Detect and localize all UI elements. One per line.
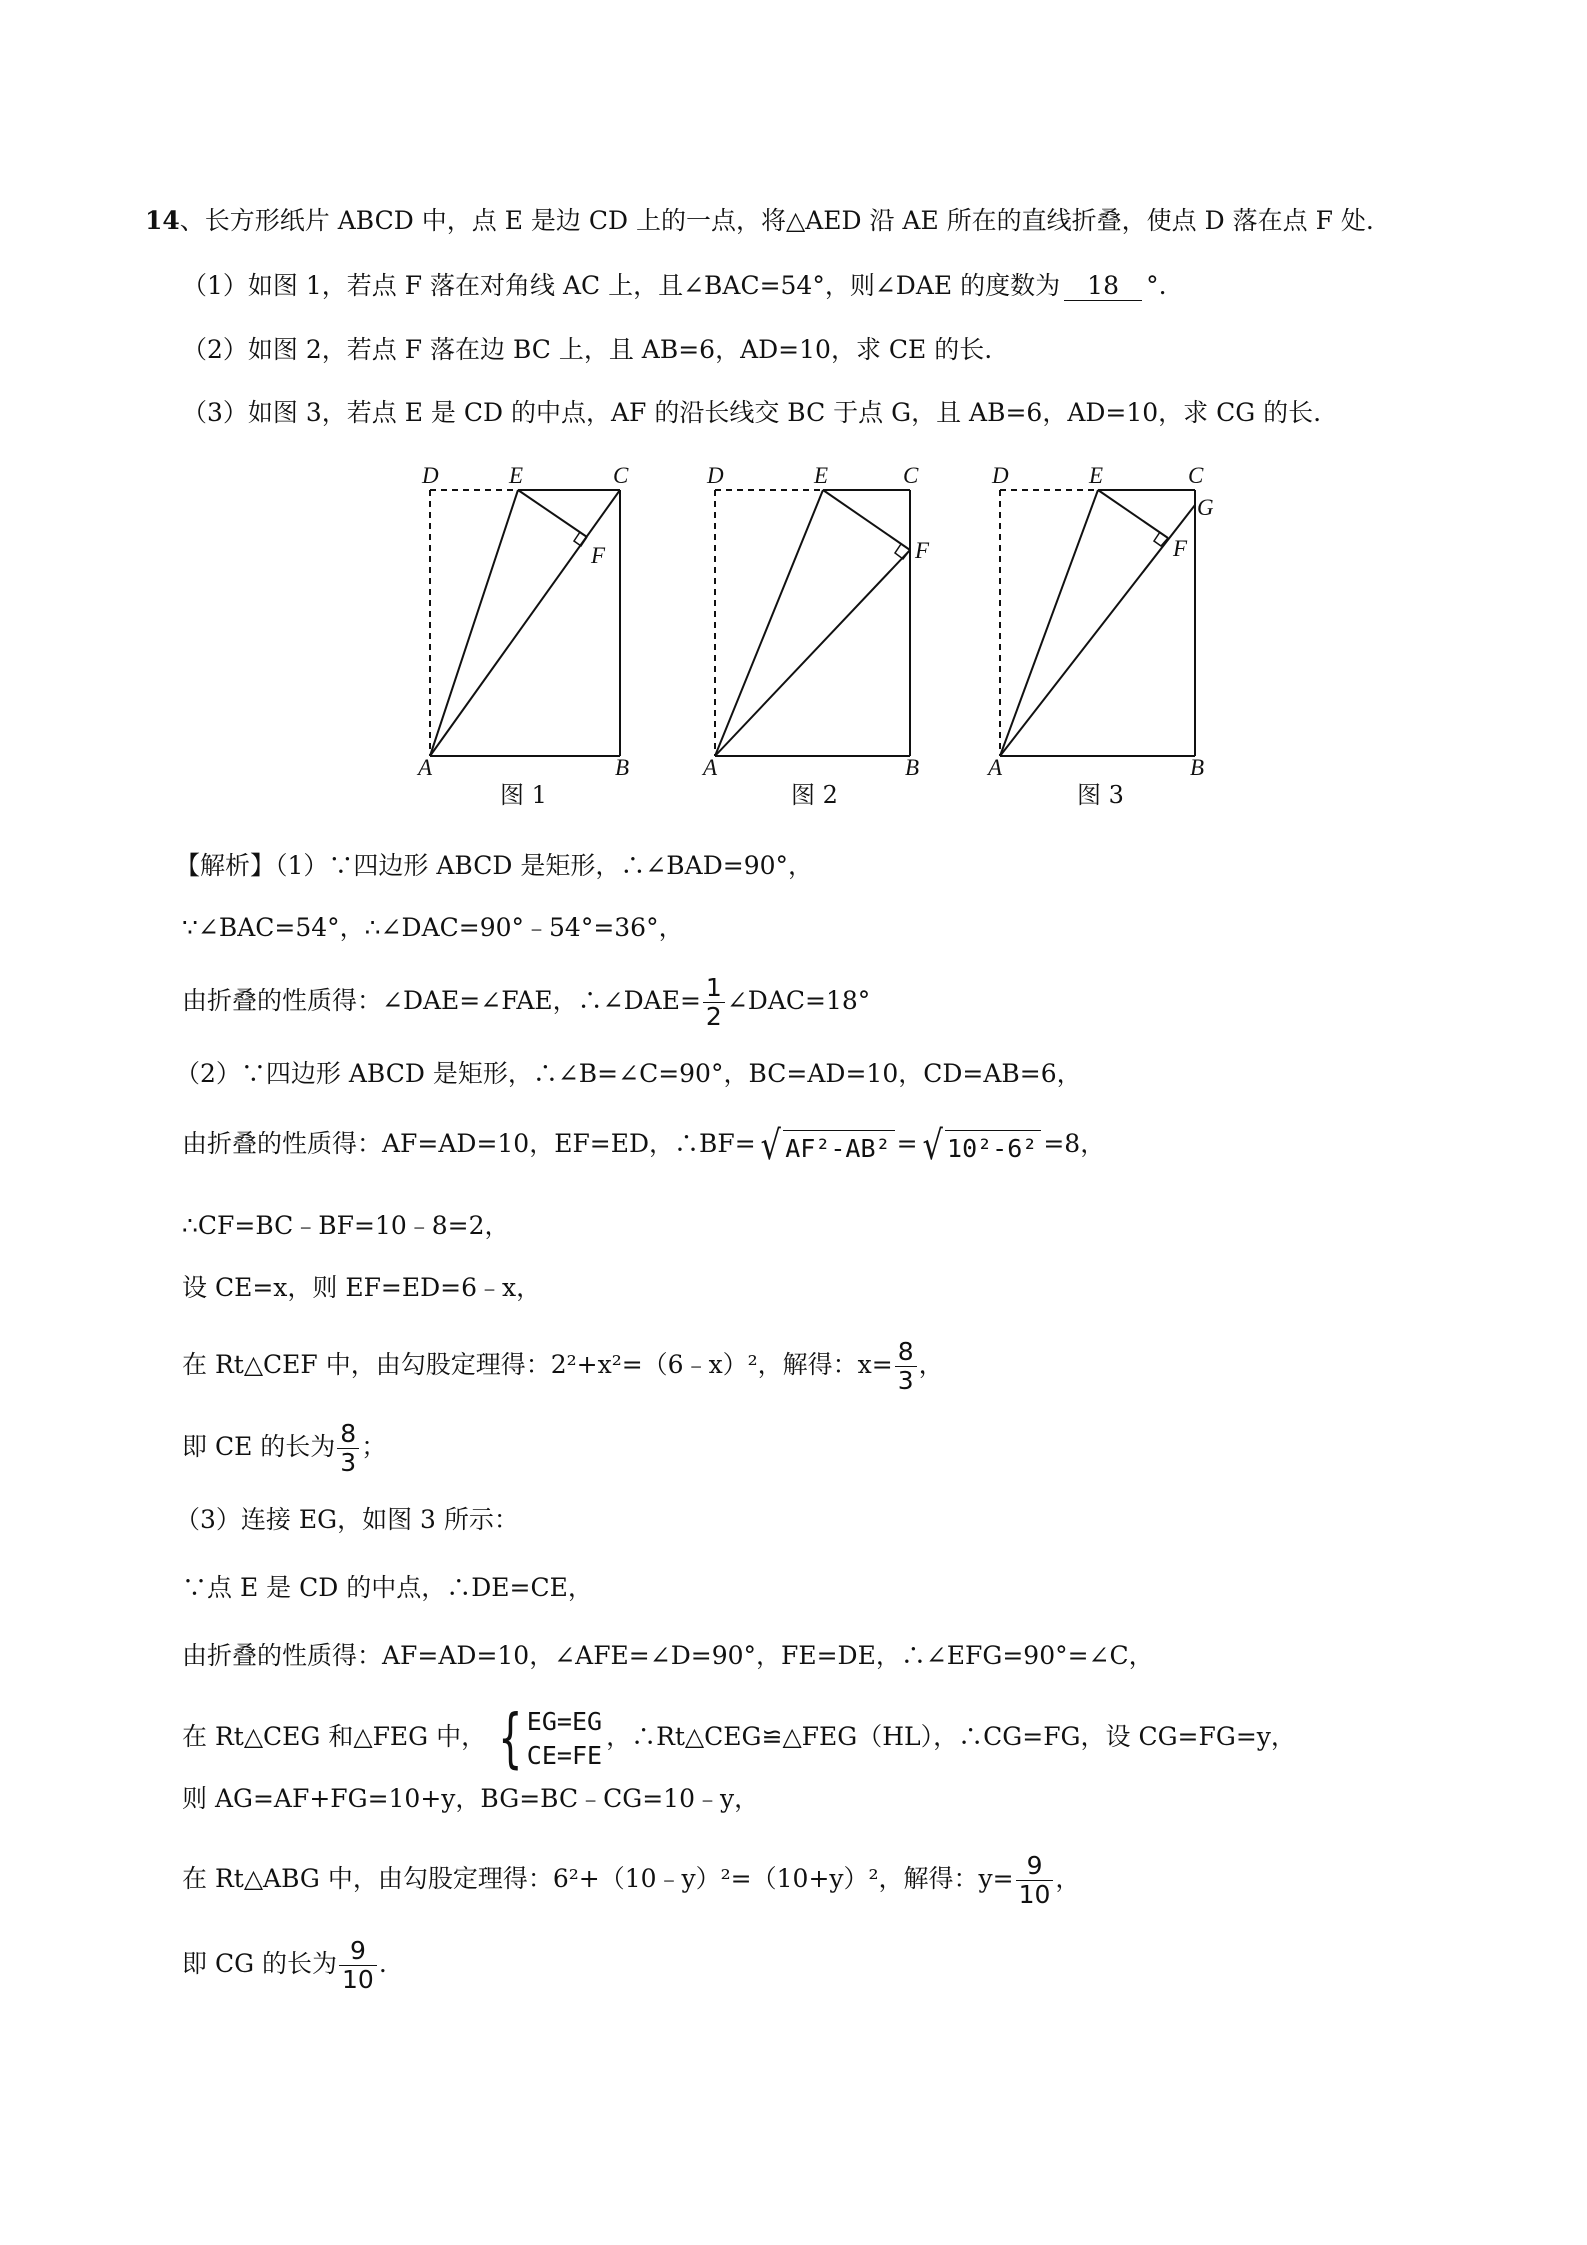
fig3-fold-ef: [1098, 490, 1168, 538]
solution-line-5: [182, 1122, 1106, 1169]
figure-2-caption: 图 2: [791, 781, 838, 809]
solution-line-1: [175, 846, 813, 886]
solution-text: 【解析】（1）∵四边形 ABCD 是矩形，∴∠BAD=90°，: [175, 851, 814, 880]
solution-text: ，: [918, 1350, 944, 1379]
solution-text: 在 Rt△ABG 中，由勾股定理得：6²+（10﹣y）²=（10+y）²，解得：y=: [182, 1864, 1014, 1893]
fig1-fold-ae: [430, 490, 518, 756]
figure-1: [430, 490, 620, 756]
fig3-label-g: G: [1197, 495, 1214, 520]
fraction-numerator: 8: [897, 1337, 914, 1366]
solution-line-9: [182, 1420, 386, 1477]
solution-text: 设 CE=x，则 EF=ED=6﹣x，: [182, 1273, 542, 1302]
fig1-label-b: B: [615, 755, 630, 780]
fraction-numerator: 1: [705, 973, 722, 1002]
solution-text: ，: [1055, 1864, 1081, 1893]
fig3-label-e: E: [1089, 463, 1104, 488]
fig1-diagonal-ac: [430, 490, 620, 756]
solution-line-14: [182, 1779, 759, 1819]
solution-line-7: [182, 1268, 541, 1308]
figure-3: [1000, 490, 1195, 756]
solution-text: 则 AG=AF+FG=10+y，BG=BC﹣CG=10﹣y，: [182, 1784, 760, 1813]
fig2-fold-ef: [823, 490, 910, 550]
fig3-line-ag: [1000, 505, 1195, 756]
fig2-label-d: D: [707, 463, 724, 488]
solution-text: 由折叠的性质得：AF=AD=10，EF=ED，∴BF=: [182, 1129, 756, 1158]
fig3-label-c: C: [1188, 463, 1204, 488]
figure-1-caption: 图 1: [500, 781, 547, 809]
fraction-eight-thirds: [337, 1420, 359, 1477]
solution-text: 即 CG 的长为: [182, 1949, 337, 1978]
solution-text: ∴CF=BC﹣BF=10﹣8=2，: [182, 1211, 510, 1240]
radical-sign: √: [760, 1122, 781, 1169]
fraction-nine-tenths: [1016, 1852, 1054, 1909]
fig1-label-c: C: [613, 463, 629, 488]
equation-system: [490, 1701, 603, 1776]
solution-text: 即 CE 的长为: [182, 1432, 336, 1461]
solution-line-16: [182, 1937, 387, 1994]
fraction-denominator: 2: [705, 1002, 722, 1031]
fig2-label-c: C: [903, 463, 919, 488]
fig1-label-f: F: [591, 543, 606, 568]
fraction-eight-thirds: [895, 1338, 917, 1395]
solution-line-8: [182, 1338, 944, 1395]
fig1-fold-ef: [518, 490, 587, 537]
solution-text: ，∴Rt△CEG≌△FEG（HL），∴CG=FG，设 CG=FG=y，: [606, 1722, 1296, 1751]
solution-line-4: [175, 1054, 1082, 1094]
figure-3-caption: 图 3: [1077, 781, 1124, 809]
fig2-label-e: E: [814, 463, 829, 488]
fig2-fold-af: [715, 550, 910, 756]
radicand: 10²-6²: [945, 1130, 1041, 1166]
figure-2: [715, 490, 910, 756]
problem-stem: 、长方形纸片 ABCD 中，点 E 是边 CD 上的一点，将△AED 沿 AE 所在的直线折叠，使点 D 落在点 F 处.: [179, 206, 1374, 235]
solution-text: 在 Rt△CEF 中，由勾股定理得：2²+x²=（6﹣x）²，解得：x=: [182, 1350, 893, 1379]
solution-text: （3）连接 EG，如图 3 所示：: [175, 1505, 519, 1534]
fig1-label-a: A: [418, 755, 433, 780]
solution-text: 在 Rt△CEG 和△FEG 中，: [182, 1722, 487, 1751]
fig1-label-e: E: [509, 463, 524, 488]
fig3-fold-ae: [1000, 490, 1098, 756]
solution-text: 由折叠的性质得：∠DAE=∠FAE，∴∠DAE=: [182, 986, 701, 1015]
fraction-numerator: 8: [340, 1419, 357, 1448]
fig3-label-f: F: [1173, 536, 1188, 561]
fraction-denominator: 10: [342, 1965, 374, 1994]
radicand: AF²-AB²: [783, 1130, 894, 1166]
question-1-text: （1）如图 1，若点 F 落在对角线 AC 上，且∠BAC=54°，则∠DAE 的度数为: [182, 271, 1061, 300]
solution-text: ∵∠BAC=54°，∴∠DAC=90°﹣54°=36°，: [182, 913, 684, 942]
solution-line-3: [182, 974, 870, 1031]
solution-text: =8，: [1043, 1129, 1106, 1158]
fraction-one-half: [703, 974, 725, 1031]
solution-line-15: [182, 1852, 1080, 1909]
problem-stem-line: [145, 201, 1374, 241]
question-3-text: （3）如图 3，若点 E 是 CD 的中点，AF 的沿长线交 BC 于点 G，且 AB=6，AD=10，求 CG 的长.: [182, 398, 1322, 427]
solution-text: =: [896, 1129, 918, 1158]
fig3-label-b: B: [1190, 755, 1205, 780]
answer-blank: 18: [1064, 272, 1142, 301]
fig1-label-d: D: [422, 463, 439, 488]
solution-text: ；: [361, 1432, 387, 1461]
problem-number: 14: [145, 206, 180, 235]
question-2-line: [182, 330, 992, 370]
system-lines: [527, 1705, 602, 1773]
fraction-numerator: 9: [349, 1936, 366, 1965]
question-3-line: [182, 393, 1321, 433]
fraction-numerator: 9: [1026, 1851, 1043, 1880]
fraction-denominator: 10: [1018, 1880, 1051, 1909]
solution-line-13: [182, 1700, 1296, 1774]
solution-text: ∵点 E 是 CD 的中点，∴DE=CE，: [182, 1573, 593, 1602]
left-brace: {: [498, 1701, 523, 1776]
fig2-label-b: B: [905, 755, 920, 780]
question-1-line: [182, 266, 1167, 306]
fraction-nine-tenths: [339, 1937, 377, 1994]
figures: [405, 458, 1214, 818]
fig2-label-f: F: [915, 538, 930, 563]
solution-text: （2）∵四边形 ABCD 是矩形，∴∠B=∠C=90°，BC=AD=10，CD=AB=6，: [175, 1059, 1082, 1088]
radical-sign: √: [922, 1122, 943, 1169]
solution-line-2: [182, 908, 684, 948]
system-line-2: CE=FE: [526, 1740, 603, 1770]
fig2-label-a: A: [703, 755, 718, 780]
solution-line-12: [182, 1636, 1154, 1676]
solution-text: ∠DAC=18°: [726, 986, 871, 1015]
sqrt-expression-1: [758, 1122, 895, 1169]
fig2-fold-ae: [715, 490, 823, 756]
system-line-1: EG=EG: [526, 1706, 603, 1736]
sqrt-expression-2: [920, 1122, 1042, 1169]
solution-text: 由折叠的性质得：AF=AD=10，∠AFE=∠D=90°，FE=DE，∴∠EFG=90°=∠C，: [182, 1641, 1154, 1670]
solution-line-6: [182, 1206, 510, 1246]
question-1-suffix: °.: [1146, 271, 1167, 300]
solution-line-10: [175, 1500, 519, 1540]
fraction-denominator: 3: [897, 1366, 914, 1395]
fig3-label-a: A: [988, 755, 1003, 780]
fig3-label-d: D: [992, 463, 1009, 488]
solution-line-11: [182, 1568, 593, 1608]
fraction-denominator: 3: [340, 1448, 357, 1477]
solution-text: .: [378, 1949, 387, 1978]
question-2-text: （2）如图 2，若点 F 落在边 BC 上，且 AB=6，AD=10，求 CE 的长.: [182, 335, 993, 364]
